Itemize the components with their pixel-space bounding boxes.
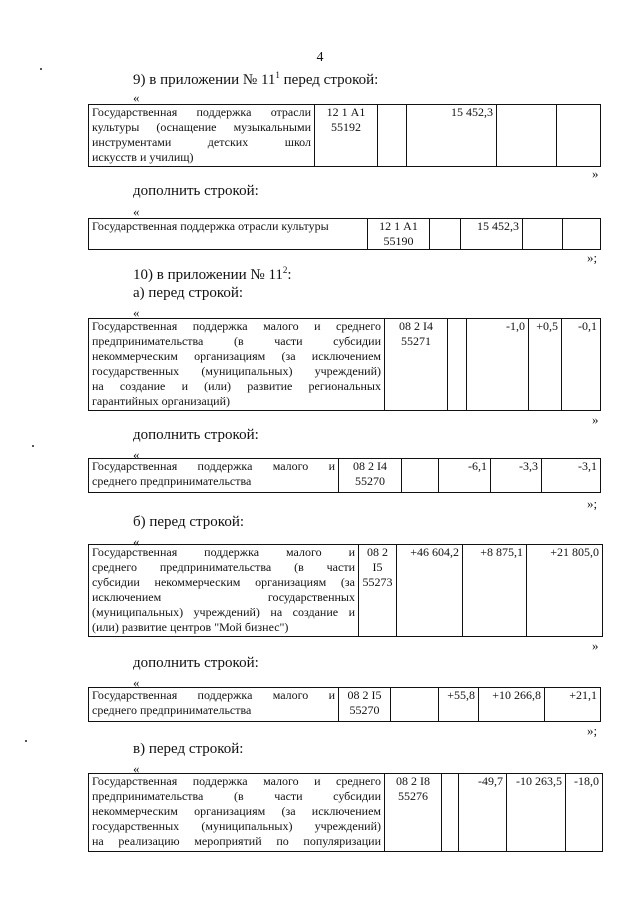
row-value: +55,8 bbox=[439, 688, 479, 722]
table-row bbox=[89, 219, 601, 250]
table-row bbox=[89, 774, 603, 852]
quote-open: « bbox=[133, 305, 140, 320]
quote-close: » bbox=[592, 638, 599, 653]
row-value bbox=[448, 319, 467, 411]
quote-open: « bbox=[133, 204, 140, 219]
scan-dot bbox=[32, 445, 34, 447]
subsection-b-label: б) перед строкой: bbox=[133, 514, 245, 530]
sec10c-table bbox=[88, 773, 603, 852]
row-code: 08 2 I5 55270 bbox=[339, 688, 391, 722]
row-code: 12 1 А1 55190 bbox=[368, 219, 430, 250]
quote-close: » bbox=[592, 166, 599, 181]
row-value: +21,1 bbox=[545, 688, 601, 722]
quote-close: »; bbox=[587, 250, 598, 265]
row-value bbox=[497, 105, 557, 167]
section-10-heading: 10) в приложении № $11^2$: bbox=[133, 265, 292, 283]
sec10a-add-table bbox=[88, 458, 601, 493]
row-value bbox=[442, 774, 459, 852]
row-value: +21 805,0 bbox=[527, 545, 603, 637]
row-name: Государственная поддержка малого и среднего предпринимательства (в части субсидии некоммерческим организациям (за исключением государственных (муниципальных) учреждений) на создание и (или) развитие региональных гарантийных организаций) bbox=[89, 319, 385, 411]
row-code: 08 2 I8 55276 bbox=[385, 774, 442, 852]
add-row-label: дополнить строкой: bbox=[133, 655, 259, 671]
quote-close: » bbox=[592, 412, 599, 427]
quote-open: « bbox=[133, 90, 140, 105]
sec9-add-table bbox=[88, 218, 601, 250]
table-row bbox=[89, 105, 601, 167]
sec10a-table bbox=[88, 318, 601, 411]
row-value: -6,1 bbox=[439, 459, 491, 493]
add-row-label: дополнить строкой: bbox=[133, 183, 259, 199]
row-value bbox=[402, 459, 439, 493]
row-value bbox=[563, 219, 601, 250]
row-name: Государственная поддержка малого и среднего предпринимательства (в части субсидии некоммерческим организациям (за исключением государственных (муниципальных) учреждений) на реализацию мероприятий по популяризации bbox=[89, 774, 385, 852]
row-value: +10 266,8 bbox=[479, 688, 545, 722]
table-row bbox=[89, 459, 601, 493]
row-value bbox=[430, 219, 461, 250]
scan-dot bbox=[25, 740, 27, 742]
section-9-heading: 9) в приложении № $11^1$ перед строкой: bbox=[133, 70, 379, 88]
row-code: 08 2 I4 55271 bbox=[385, 319, 448, 411]
subsection-a-label: а) перед строкой: bbox=[133, 285, 244, 301]
sec10b-add-table bbox=[88, 687, 601, 722]
page-number: 4 bbox=[316, 50, 324, 65]
row-value bbox=[391, 688, 439, 722]
row-code: 08 2 I5 55273 bbox=[359, 545, 397, 637]
quote-open: « bbox=[133, 675, 140, 690]
row-name: Государственная поддержка отрасли культуры (оснащение музыкальными инструментами детских школ искусств и училищ) bbox=[89, 105, 315, 167]
subsection-c-label: в) перед строкой: bbox=[133, 741, 244, 757]
row-name: Государственная поддержка малого и среднего предпринимательства bbox=[89, 688, 339, 722]
quote-close: »; bbox=[587, 723, 598, 738]
sec10b-table bbox=[88, 544, 603, 637]
row-value: +46 604,2 bbox=[397, 545, 463, 637]
row-value: -3,1 bbox=[542, 459, 601, 493]
row-value bbox=[557, 105, 601, 167]
table-row bbox=[89, 688, 601, 722]
row-value: 15 452,3 bbox=[461, 219, 523, 250]
row-name: Государственная поддержка малого и среднего предпринимательства (в части субсидии некоммерческим организациям (за исключением государственных (муниципальных) учреждений) на создание и (или) развитие центров "Мой бизнес") bbox=[89, 545, 359, 637]
row-value: -10 263,5 bbox=[507, 774, 566, 852]
row-value: 15 452,3 bbox=[407, 105, 497, 167]
quote-open: « bbox=[133, 761, 140, 776]
row-value: -0,1 bbox=[562, 319, 601, 411]
row-name: Государственная поддержка малого и среднего предпринимательства bbox=[89, 459, 339, 493]
scan-dot bbox=[40, 68, 42, 70]
row-value: +0,5 bbox=[529, 319, 562, 411]
table-row bbox=[89, 319, 601, 411]
quote-open: « bbox=[133, 534, 140, 549]
row-value bbox=[523, 219, 563, 250]
quote-close: »; bbox=[587, 496, 598, 511]
row-value bbox=[378, 105, 407, 167]
row-code: 12 1 А1 55192 bbox=[315, 105, 378, 167]
row-value: -49,7 bbox=[459, 774, 507, 852]
quote-open: « bbox=[133, 447, 140, 462]
row-value: -3,3 bbox=[491, 459, 542, 493]
row-value: +8 875,1 bbox=[463, 545, 527, 637]
add-row-label: дополнить строкой: bbox=[133, 427, 259, 443]
sec9-table bbox=[88, 104, 601, 167]
row-value: -18,0 bbox=[566, 774, 603, 852]
row-name: Государственная поддержка отрасли культуры bbox=[89, 219, 368, 250]
row-code: 08 2 I4 55270 bbox=[339, 459, 402, 493]
row-value: -1,0 bbox=[467, 319, 529, 411]
table-row bbox=[89, 545, 603, 637]
